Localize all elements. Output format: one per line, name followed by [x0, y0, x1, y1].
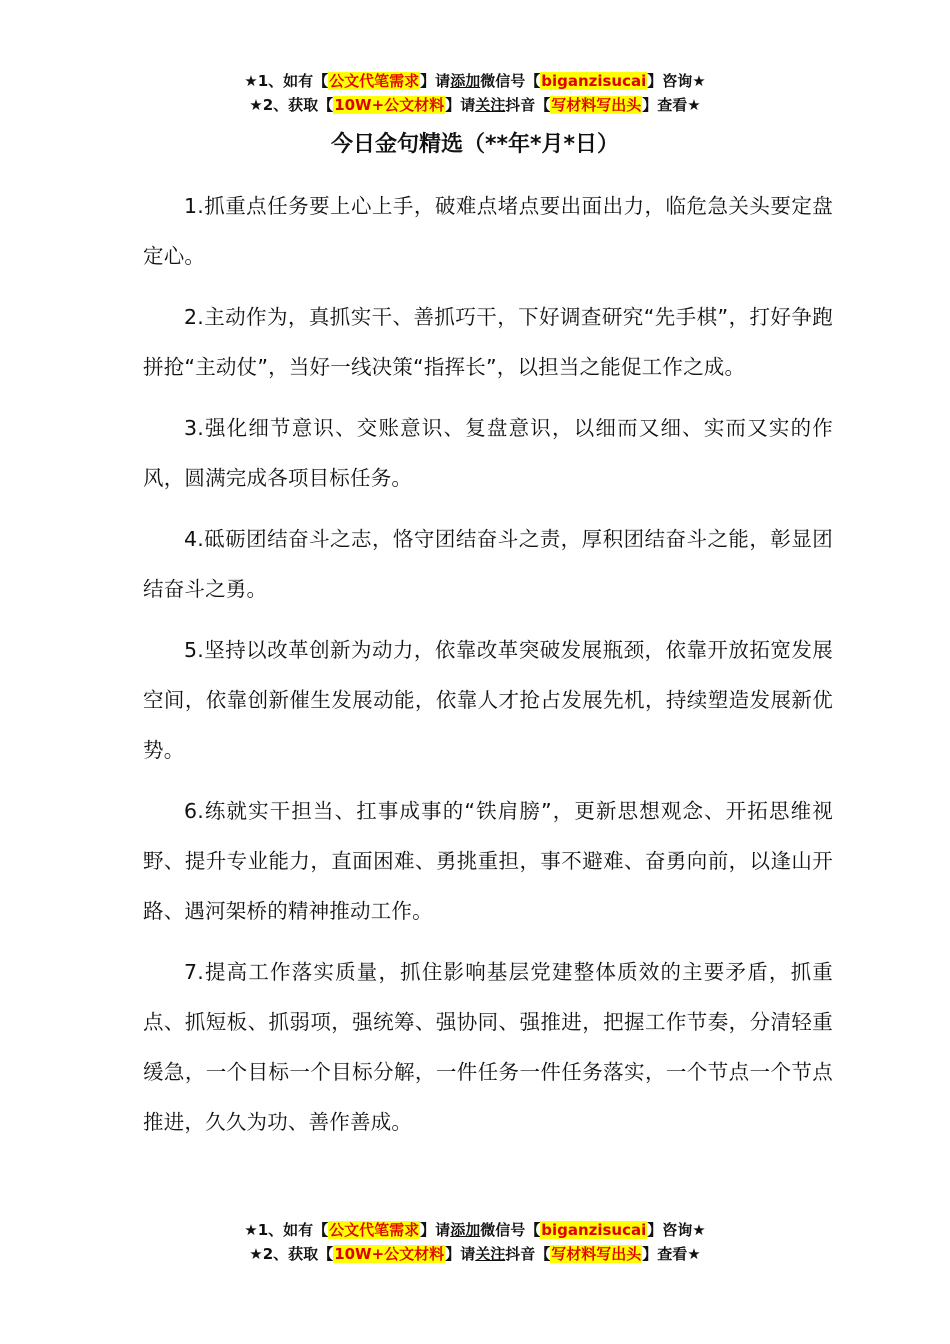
paragraph-3: 3.强化细节意识、交账意识、复盘意识，以细而又细、实而又实的作风，圆满完成各项目标任务。	[143, 416, 833, 490]
paragraph-1: 1.抓重点任务要上心上手，破难点堵点要出面出力，临危急关头要定盘定心。	[143, 194, 833, 268]
footer-banner	[0, 1218, 950, 1266]
banner-text: ★2、获取【	[249, 96, 334, 114]
header-banner	[0, 69, 950, 117]
highlight-service: 公文代笔需求	[329, 72, 420, 90]
highlight-wechat-id: biganzisucai	[541, 1221, 647, 1239]
paragraph-6: 6.练就实干担当、扛事成事的“铁肩膀”，更新思想观念、开拓思维视野、提升专业能力，直面困难、勇挑重担，事不避难、奋勇向前，以逢山开路、遇河架桥的精神推动工作。	[143, 799, 833, 923]
banner-text: ★2、获取【	[249, 1245, 334, 1263]
highlight-wechat-id: biganzisucai	[541, 72, 647, 90]
paragraph-5: 5.坚持以改革创新为动力，依靠改革突破发展瓶颈，依靠开放拓宽发展空间，依靠创新催生发展动能，依靠人才抢占发展先机，持续塑造发展新优势。	[143, 638, 833, 762]
highlight-douyin-id: 写材料写出头	[551, 96, 642, 114]
banner-text: 】查看★	[642, 96, 701, 114]
banner-text: 】咨询★	[647, 72, 706, 90]
banner-line-2	[0, 93, 950, 117]
paragraph-2: 2.主动作为，真抓实干、善抓巧干，下好调查研究“先手棋”，打好争跑拼抢“主动仗”，当好一线决策“指挥长”，以担当之能促工作之成。	[143, 305, 833, 379]
underlined-word: 关注	[475, 1245, 506, 1263]
banner-line-1	[0, 69, 950, 93]
highlight-materials: 10W+公文材料	[334, 1245, 445, 1263]
highlight-douyin-id: 写材料写出头	[551, 1245, 642, 1263]
banner-text: 微信号【	[480, 1221, 541, 1239]
highlight-materials: 10W+公文材料	[334, 96, 445, 114]
document-title: 今日金句精选（**年*月*日）	[330, 132, 620, 157]
banner-text: ★1、如有【	[244, 1221, 329, 1239]
highlight-service: 公文代笔需求	[329, 1221, 420, 1239]
underlined-word: 添加	[450, 72, 481, 90]
paragraph-7: 7.提高工作落实质量，抓住影响基层党建整体质效的主要矛盾，抓重点、抓短板、抓弱项，强统筹、强协同、强推进，把握工作节奏，分清轻重缓急，一个目标一个目标分解，一件任务一件任务落实，一个节点一个节点推进，久久为功、善作善成。	[143, 960, 833, 1134]
banner-line-2	[0, 1242, 950, 1266]
underlined-word: 添加	[450, 1221, 481, 1239]
document-body	[143, 181, 833, 1158]
banner-text: 微信号【	[480, 72, 541, 90]
banner-text: 】请	[445, 96, 476, 114]
banner-text: 】咨询★	[647, 1221, 706, 1239]
banner-text: 抖音【	[505, 96, 551, 114]
banner-text: ★1、如有【	[244, 72, 329, 90]
banner-text: 】请	[445, 1245, 476, 1263]
banner-text: 】请	[420, 1221, 451, 1239]
underlined-word: 关注	[475, 96, 506, 114]
banner-line-1	[0, 1218, 950, 1242]
banner-text: 】查看★	[642, 1245, 701, 1263]
banner-text: 抖音【	[505, 1245, 551, 1263]
paragraph-4: 4.砥砺团结奋斗之志，恪守团结奋斗之责，厚积团结奋斗之能，彰显团结奋斗之勇。	[143, 527, 833, 601]
banner-text: 】请	[420, 72, 451, 90]
